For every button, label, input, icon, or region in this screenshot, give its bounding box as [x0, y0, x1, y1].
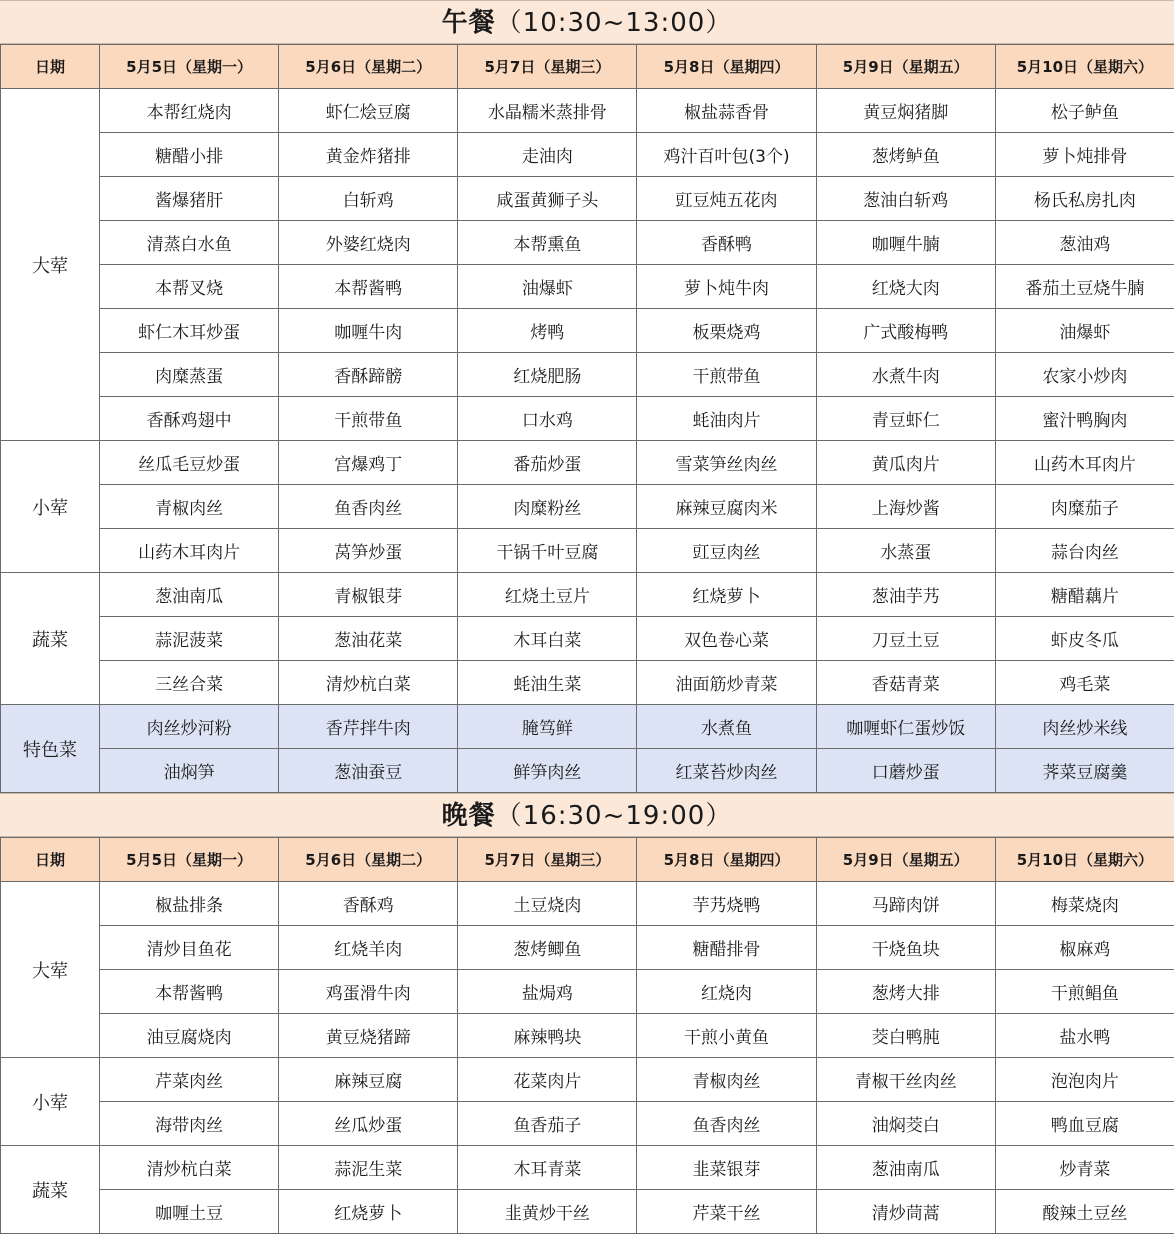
dish-cell: 葱油花菜 — [279, 617, 458, 661]
category-cell: 小荤 — [1, 1058, 100, 1146]
dish-cell: 口蘑炒蛋 — [816, 749, 995, 793]
dish-cell: 蒜泥菠菜 — [100, 617, 279, 661]
day-column-header: 5月10日（星期六） — [995, 45, 1174, 89]
dish-cell: 蒜台肉丝 — [995, 529, 1174, 573]
dish-cell: 鸭血豆腐 — [995, 1102, 1174, 1146]
dish-cell: 干煎带鱼 — [279, 397, 458, 441]
menu-row — [1, 1190, 1174, 1234]
dish-cell: 虾仁烩豆腐 — [279, 89, 458, 133]
dish-cell: 走油肉 — [458, 133, 637, 177]
dish-cell: 葱油蚕豆 — [279, 749, 458, 793]
dish-cell: 腌笃鲜 — [458, 705, 637, 749]
dish-cell: 清炒杭白菜 — [279, 661, 458, 705]
dish-cell: 鱼香肉丝 — [637, 1102, 816, 1146]
dish-cell: 茭白鸭肫 — [816, 1014, 995, 1058]
dish-cell: 鲜笋肉丝 — [458, 749, 637, 793]
dish-cell: 萝卜炖牛肉 — [637, 265, 816, 309]
menu-row — [1, 133, 1174, 177]
dish-cell: 咖喱牛肉 — [279, 309, 458, 353]
dish-cell: 海带肉丝 — [100, 1102, 279, 1146]
category-cell: 大荤 — [1, 882, 100, 1058]
dish-cell: 土豆烧肉 — [458, 882, 637, 926]
category-cell: 小荤 — [1, 441, 100, 573]
day-column-header: 5月8日（星期四） — [637, 45, 816, 89]
dish-cell: 红烧萝卜 — [279, 1190, 458, 1234]
dish-cell: 肉糜粉丝 — [458, 485, 637, 529]
dish-cell: 葱油鸡 — [995, 221, 1174, 265]
dish-cell: 松子鲈鱼 — [995, 89, 1174, 133]
dish-cell: 荠菜豆腐羹 — [995, 749, 1174, 793]
lunch-title — [0, 0, 1174, 44]
dish-cell: 三丝合菜 — [100, 661, 279, 705]
dish-cell: 干锅千叶豆腐 — [458, 529, 637, 573]
menu-row — [1, 882, 1174, 926]
dish-cell: 鸡毛菜 — [995, 661, 1174, 705]
category-cell: 特色菜 — [1, 705, 100, 793]
dish-cell: 糖醋小排 — [100, 133, 279, 177]
dish-cell: 莴笋炒蛋 — [279, 529, 458, 573]
menu-row — [1, 1058, 1174, 1102]
dish-cell: 麻辣鸭块 — [458, 1014, 637, 1058]
dish-cell: 酸辣土豆丝 — [995, 1190, 1174, 1234]
dish-cell: 虾仁木耳炒蛋 — [100, 309, 279, 353]
dish-cell: 麻辣豆腐 — [279, 1058, 458, 1102]
menu-row — [1, 441, 1174, 485]
dish-cell: 本帮酱鸭 — [279, 265, 458, 309]
dish-cell: 番茄土豆烧牛腩 — [995, 265, 1174, 309]
dish-cell: 本帮红烧肉 — [100, 89, 279, 133]
dish-cell: 杨氏私房扎肉 — [995, 177, 1174, 221]
day-column-header: 5月7日（星期三） — [458, 45, 637, 89]
dish-cell: 板栗烧鸡 — [637, 309, 816, 353]
lunch-menu-table — [0, 44, 1174, 793]
dish-cell: 红烧土豆片 — [458, 573, 637, 617]
dinner-time-label: （16:30~19:00） — [496, 801, 733, 831]
menu-row — [1, 926, 1174, 970]
dish-cell: 咸蛋黄狮子头 — [458, 177, 637, 221]
day-column-header: 5月10日（星期六） — [995, 838, 1174, 882]
dish-cell: 青椒干丝肉丝 — [816, 1058, 995, 1102]
menu-row — [1, 89, 1174, 133]
dish-cell: 鸡蛋滑牛肉 — [279, 970, 458, 1014]
dish-cell: 红烧肉 — [637, 970, 816, 1014]
dish-cell: 香芹拌牛肉 — [279, 705, 458, 749]
day-column-header: 5月9日（星期五） — [816, 838, 995, 882]
dish-cell: 萝卜炖排骨 — [995, 133, 1174, 177]
dish-cell: 咖喱牛腩 — [816, 221, 995, 265]
dish-cell: 葱烤鲫鱼 — [458, 926, 637, 970]
category-cell: 大荤 — [1, 89, 100, 441]
menu-row — [1, 353, 1174, 397]
dish-cell: 青椒肉丝 — [100, 485, 279, 529]
dinner-meal-label: 晚餐 — [442, 801, 496, 831]
dish-cell: 番茄炒蛋 — [458, 441, 637, 485]
dish-cell: 油爆虾 — [995, 309, 1174, 353]
dish-cell: 葱油南瓜 — [816, 1146, 995, 1190]
dish-cell: 黄豆焖猪脚 — [816, 89, 995, 133]
dish-cell: 本帮熏鱼 — [458, 221, 637, 265]
dinner-title — [0, 793, 1174, 837]
menu-row — [1, 1014, 1174, 1058]
header-row — [1, 45, 1174, 89]
dish-cell: 葱油芋艿 — [816, 573, 995, 617]
dish-cell: 葱烤鲈鱼 — [816, 133, 995, 177]
dish-cell: 红菜苔炒肉丝 — [637, 749, 816, 793]
dish-cell: 刀豆土豆 — [816, 617, 995, 661]
dish-cell: 木耳白菜 — [458, 617, 637, 661]
menu-row — [1, 661, 1174, 705]
dish-cell: 梅菜烧肉 — [995, 882, 1174, 926]
day-column-header: 5月6日（星期二） — [279, 45, 458, 89]
dish-cell: 外婆红烧肉 — [279, 221, 458, 265]
menu-row — [1, 970, 1174, 1014]
dish-cell: 干煎带鱼 — [637, 353, 816, 397]
dish-cell: 青豆虾仁 — [816, 397, 995, 441]
dish-cell: 油焖茭白 — [816, 1102, 995, 1146]
dish-cell: 蚝油肉片 — [637, 397, 816, 441]
dish-cell: 本帮叉烧 — [100, 265, 279, 309]
dish-cell: 黄瓜肉片 — [816, 441, 995, 485]
dish-cell: 清蒸白水鱼 — [100, 221, 279, 265]
dish-cell: 丝瓜炒蛋 — [279, 1102, 458, 1146]
day-column-header: 5月8日（星期四） — [637, 838, 816, 882]
menu-row — [1, 705, 1174, 749]
menu-row — [1, 397, 1174, 441]
menu-row — [1, 265, 1174, 309]
day-column-header: 5月5日（星期一） — [100, 838, 279, 882]
dish-cell: 山药木耳肉片 — [100, 529, 279, 573]
dish-cell: 丝瓜毛豆炒蛋 — [100, 441, 279, 485]
lunch-time-label: （10:30~13:00） — [496, 8, 733, 38]
dish-cell: 韭黄炒干丝 — [458, 1190, 637, 1234]
day-column-header: 5月9日（星期五） — [816, 45, 995, 89]
dish-cell: 清炒杭白菜 — [100, 1146, 279, 1190]
dish-cell: 蒜泥生菜 — [279, 1146, 458, 1190]
menu-row — [1, 1146, 1174, 1190]
dish-cell: 木耳青菜 — [458, 1146, 637, 1190]
day-column-header: 5月5日（星期一） — [100, 45, 279, 89]
dish-cell: 油面筋炒青菜 — [637, 661, 816, 705]
date-column-header: 日期 — [1, 838, 100, 882]
menu-row — [1, 1102, 1174, 1146]
dish-cell: 上海炒酱 — [816, 485, 995, 529]
dish-cell: 芹菜干丝 — [637, 1190, 816, 1234]
dish-cell: 水蒸蛋 — [816, 529, 995, 573]
dish-cell: 椒盐排条 — [100, 882, 279, 926]
day-column-header: 5月6日（星期二） — [279, 838, 458, 882]
dish-cell: 油焖笋 — [100, 749, 279, 793]
dish-cell: 香酥蹄髈 — [279, 353, 458, 397]
dish-cell: 椒盐蒜香骨 — [637, 89, 816, 133]
dish-cell: 鱼香肉丝 — [279, 485, 458, 529]
dish-cell: 油爆虾 — [458, 265, 637, 309]
dish-cell: 肉糜茄子 — [995, 485, 1174, 529]
dish-cell: 山药木耳肉片 — [995, 441, 1174, 485]
dish-cell: 糖醋藕片 — [995, 573, 1174, 617]
dish-cell: 鱼香茄子 — [458, 1102, 637, 1146]
dish-cell: 双色卷心菜 — [637, 617, 816, 661]
dish-cell: 黄豆烧猪蹄 — [279, 1014, 458, 1058]
dish-cell: 清炒目鱼花 — [100, 926, 279, 970]
dish-cell: 水晶糯米蒸排骨 — [458, 89, 637, 133]
dish-cell: 酱爆猪肝 — [100, 177, 279, 221]
dish-cell: 糖醋排骨 — [637, 926, 816, 970]
dish-cell: 花菜肉片 — [458, 1058, 637, 1102]
menu-row — [1, 749, 1174, 793]
dish-cell: 香酥鸭 — [637, 221, 816, 265]
dish-cell: 芋艿烧鸭 — [637, 882, 816, 926]
lunch-meal-label: 午餐 — [442, 8, 496, 38]
dish-cell: 蚝油生菜 — [458, 661, 637, 705]
date-column-header: 日期 — [1, 45, 100, 89]
category-cell: 蔬菜 — [1, 573, 100, 705]
dish-cell: 香菇青菜 — [816, 661, 995, 705]
dish-cell: 芹菜肉丝 — [100, 1058, 279, 1102]
dish-cell: 鸡汁百叶包(3个) — [637, 133, 816, 177]
dish-cell: 香酥鸡翅中 — [100, 397, 279, 441]
dish-cell: 干煎小黄鱼 — [637, 1014, 816, 1058]
dish-cell: 椒麻鸡 — [995, 926, 1174, 970]
dish-cell: 干煎鲳鱼 — [995, 970, 1174, 1014]
header-row — [1, 838, 1174, 882]
menu-row — [1, 485, 1174, 529]
dish-cell: 广式酸梅鸭 — [816, 309, 995, 353]
dish-cell: 青椒银芽 — [279, 573, 458, 617]
menu-row — [1, 573, 1174, 617]
dish-cell: 肉丝炒米线 — [995, 705, 1174, 749]
dish-cell: 油豆腐烧肉 — [100, 1014, 279, 1058]
dish-cell: 韭菜银芽 — [637, 1146, 816, 1190]
category-cell: 蔬菜 — [1, 1146, 100, 1234]
dish-cell: 盐水鸭 — [995, 1014, 1174, 1058]
dish-cell: 马蹄肉饼 — [816, 882, 995, 926]
dish-cell: 干烧鱼块 — [816, 926, 995, 970]
dish-cell: 香酥鸡 — [279, 882, 458, 926]
dish-cell: 蜜汁鸭胸肉 — [995, 397, 1174, 441]
dish-cell: 葱油南瓜 — [100, 573, 279, 617]
dish-cell: 葱油白斩鸡 — [816, 177, 995, 221]
dish-cell: 清炒茼蒿 — [816, 1190, 995, 1234]
dish-cell: 本帮酱鸭 — [100, 970, 279, 1014]
dish-cell: 咖喱土豆 — [100, 1190, 279, 1234]
menu-row — [1, 617, 1174, 661]
dish-cell: 青椒肉丝 — [637, 1058, 816, 1102]
dish-cell: 豇豆炖五花肉 — [637, 177, 816, 221]
menu-row — [1, 529, 1174, 573]
dish-cell: 水煮牛肉 — [816, 353, 995, 397]
dish-cell: 红烧羊肉 — [279, 926, 458, 970]
menu-row — [1, 221, 1174, 265]
day-column-header: 5月7日（星期三） — [458, 838, 637, 882]
dish-cell: 肉丝炒河粉 — [100, 705, 279, 749]
dish-cell: 水煮鱼 — [637, 705, 816, 749]
dinner-menu-table — [0, 837, 1174, 1234]
dish-cell: 烤鸭 — [458, 309, 637, 353]
dish-cell: 口水鸡 — [458, 397, 637, 441]
dish-cell: 白斩鸡 — [279, 177, 458, 221]
dish-cell: 红烧大肉 — [816, 265, 995, 309]
dish-cell: 肉糜蒸蛋 — [100, 353, 279, 397]
dish-cell: 虾皮冬瓜 — [995, 617, 1174, 661]
dish-cell: 葱烤大排 — [816, 970, 995, 1014]
dish-cell: 红烧萝卜 — [637, 573, 816, 617]
menu-row — [1, 177, 1174, 221]
dish-cell: 盐焗鸡 — [458, 970, 637, 1014]
dish-cell: 农家小炒肉 — [995, 353, 1174, 397]
dish-cell: 炒青菜 — [995, 1146, 1174, 1190]
menu-row — [1, 309, 1174, 353]
dish-cell: 泡泡肉片 — [995, 1058, 1174, 1102]
dish-cell: 咖喱虾仁蛋炒饭 — [816, 705, 995, 749]
dish-cell: 雪菜笋丝肉丝 — [637, 441, 816, 485]
dish-cell: 豇豆肉丝 — [637, 529, 816, 573]
dish-cell: 宫爆鸡丁 — [279, 441, 458, 485]
dish-cell: 黄金炸猪排 — [279, 133, 458, 177]
dish-cell: 麻辣豆腐肉米 — [637, 485, 816, 529]
dish-cell: 红烧肥肠 — [458, 353, 637, 397]
